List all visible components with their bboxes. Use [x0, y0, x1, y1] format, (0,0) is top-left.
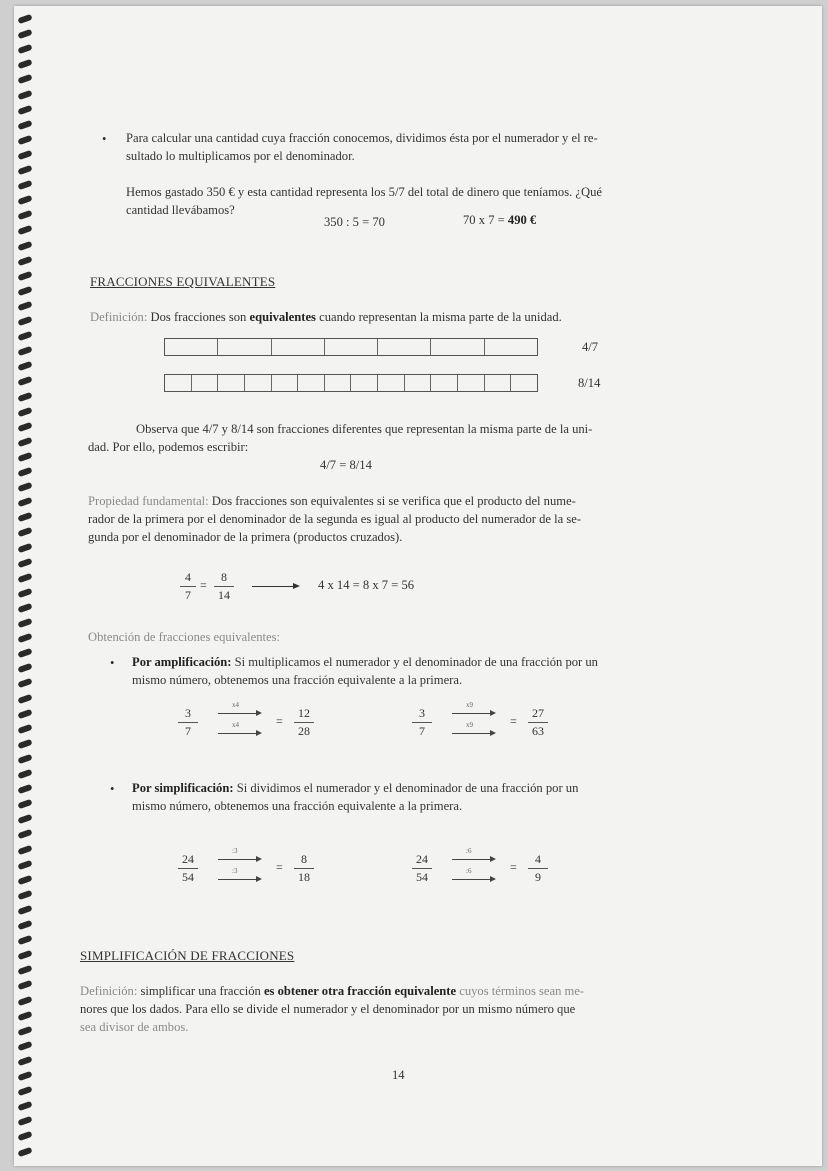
property-text-1: Dos fracciones son equivalentes si se verifica que el producto del nume-: [208, 494, 576, 508]
page-sheet: [14, 6, 822, 1166]
spiral-hole: [17, 829, 32, 839]
bar-cell: [378, 339, 431, 355]
spiral-hole: [17, 180, 32, 190]
numerator: 4: [528, 852, 548, 869]
source-fraction: [178, 852, 198, 885]
denominator: 9: [535, 870, 541, 884]
spiral-hole: [17, 799, 32, 809]
denominator: 18: [298, 870, 310, 884]
bar-cell: [325, 375, 352, 391]
cross-product-result: 4 x 14 = 8 x 7 = 56: [318, 578, 415, 592]
fraction-8-14: [214, 570, 234, 603]
spiral-hole: [17, 874, 32, 884]
section-title-simplification: SIMPLIFICACIÓN DE FRACCIONES: [80, 948, 295, 963]
spiral-hole: [17, 618, 32, 628]
bullet-dot: •: [102, 132, 107, 146]
spiral-hole: [17, 950, 32, 960]
spiral-hole: [17, 135, 32, 145]
bar-cell: [272, 339, 325, 355]
example-calc-2-result: 490 €: [507, 213, 537, 227]
example-calc-2-prefix: 70 x 7 =: [463, 213, 508, 227]
spiral-hole: [17, 255, 32, 265]
bar-cell: [218, 339, 271, 355]
spiral-hole: [17, 648, 32, 658]
spiral-hole: [17, 588, 32, 598]
bullet-line-2: sultado lo multiplicamos por el denominador.: [126, 149, 355, 163]
bar-cell: [405, 375, 432, 391]
property-line-2: rador de la primera por el denominador de la segunda es igual al producto del numerador de la se-: [88, 512, 582, 526]
spiral-hole: [17, 739, 32, 749]
definition-post: cuando representan la misma parte de la unidad.: [315, 310, 562, 324]
numerator: 8: [214, 570, 234, 587]
spiral-hole: [17, 89, 32, 99]
operation-label: :6: [466, 867, 472, 875]
denominator: 14: [218, 588, 230, 602]
amplification-example-1: [178, 701, 358, 746]
simplification-example-2: [412, 847, 592, 892]
bar-cell: [485, 375, 512, 391]
bullet-dot: •: [110, 782, 115, 796]
equals-sign: =: [276, 860, 283, 874]
property-line-1: [88, 492, 576, 510]
spiral-hole: [17, 165, 32, 175]
fraction-4-7: [180, 570, 196, 603]
denominator: 7: [419, 724, 425, 738]
operation-label: x4: [232, 721, 239, 729]
equals-sign: =: [510, 714, 517, 728]
bar-cell: [351, 375, 378, 391]
spiral-hole: [17, 452, 32, 462]
fraction-bar-label-1: 4/7: [582, 340, 599, 354]
result-fraction: [294, 706, 314, 739]
example-calc-1: 350 : 5 = 70: [324, 215, 385, 229]
spiral-hole: [17, 1086, 32, 1096]
source-fraction: [412, 852, 432, 885]
double-arrow-icon: [218, 701, 262, 740]
bullet-dot: •: [110, 656, 115, 670]
source-fraction: [412, 706, 432, 739]
spiral-hole: [17, 935, 32, 945]
example-line-1: Hemos gastado 350 € y esta cantidad representa los 5/7 del total de dinero que teníamos. ¿Qué: [126, 185, 602, 199]
fraction-bar-sevenths: [164, 338, 538, 356]
definition-bold: equivalentes: [249, 310, 316, 324]
denominator: 7: [185, 588, 191, 602]
spiral-hole: [17, 980, 32, 990]
spiral-hole: [17, 693, 32, 703]
bar-cell: [431, 339, 484, 355]
spiral-hole: [17, 1025, 32, 1035]
observe-line-1: Observa que 4/7 y 8/14 son fracciones diferentes que representan la misma parte de la uni-: [136, 422, 593, 436]
spiral-hole: [17, 225, 32, 235]
equality: 4/7 = 8/14: [320, 458, 372, 472]
spiral-hole: [17, 542, 32, 552]
obtaining-title: Obtención de fracciones equivalentes:: [88, 630, 280, 644]
spiral-hole: [17, 195, 32, 205]
operation-label: :3: [232, 847, 238, 855]
numerator: 24: [178, 852, 198, 869]
def-es: es obtener: [263, 984, 322, 998]
spiral-hole: [17, 346, 32, 356]
bar-cell: [378, 375, 405, 391]
bar-cell: [245, 375, 272, 391]
spiral-hole: [17, 633, 32, 643]
definition-label: Definición:: [80, 984, 138, 998]
spiral-hole: [17, 1041, 32, 1051]
spiral-hole: [17, 150, 32, 160]
spiral-hole: [17, 240, 32, 250]
bar-cell: [325, 339, 378, 355]
spiral-hole: [17, 1071, 32, 1081]
property-label: Propiedad fundamental:: [88, 494, 209, 508]
section-title-equivalent-fractions: FRACCIONES EQUIVALENTES: [90, 274, 276, 289]
simplification-def-line-2: nores que los dados. Para ello se divide el numerador y el denominador por un mismo número que: [80, 1002, 576, 1016]
spiral-hole: [17, 844, 32, 854]
spiral-hole: [17, 708, 32, 718]
spiral-binding: [14, 16, 36, 1166]
amplification-line-2: mismo número, obtenemos una fracción equivalente a la primera.: [132, 673, 463, 687]
bar-cell: [458, 375, 485, 391]
spiral-hole: [17, 301, 32, 311]
spiral-hole: [17, 391, 32, 401]
operation-label: x9: [466, 701, 473, 709]
spiral-hole: [17, 467, 32, 477]
bar-cell: [272, 375, 299, 391]
spiral-hole: [17, 210, 32, 220]
spiral-hole: [17, 1131, 32, 1141]
spiral-hole: [17, 104, 32, 114]
amplification-example-2: [412, 701, 592, 746]
spiral-hole: [17, 527, 32, 537]
spiral-hole: [17, 59, 32, 69]
spiral-hole: [17, 482, 32, 492]
spiral-hole: [17, 1101, 32, 1111]
spiral-hole: [17, 1056, 32, 1066]
spiral-hole: [17, 754, 32, 764]
spiral-hole: [17, 1116, 32, 1126]
source-fraction: [178, 706, 198, 739]
amplification-label: Por amplificación:: [132, 655, 232, 669]
spiral-hole: [17, 406, 32, 416]
bar-cell: [165, 339, 218, 355]
spiral-hole: [17, 859, 32, 869]
result-fraction: [528, 852, 548, 885]
equals-sign: =: [276, 714, 283, 728]
spiral-hole: [17, 331, 32, 341]
spiral-hole: [17, 286, 32, 296]
spiral-hole: [17, 512, 32, 522]
equals-sign: =: [510, 860, 517, 874]
spiral-hole: [17, 376, 32, 386]
result-fraction: [528, 706, 548, 739]
spiral-hole: [17, 1010, 32, 1020]
double-arrow-icon: [452, 847, 496, 886]
simplification-line-2: mismo número, obtenemos una fracción equivalente a la primera.: [132, 799, 463, 813]
numerator: 3: [178, 706, 198, 723]
def-bold: otra fracción equivalente: [321, 984, 457, 998]
double-arrow-icon: [218, 847, 262, 886]
simplification-example-1: [178, 847, 358, 892]
definition-label: Definición:: [90, 310, 148, 324]
amplification-text-1: Si multiplicamos el numerador y el denominador de una fracción por un: [231, 655, 598, 669]
definition-equivalent: [90, 308, 562, 326]
spiral-hole: [17, 572, 32, 582]
denominator: 28: [298, 724, 310, 738]
numerator: 4: [180, 570, 196, 587]
numerator: 3: [412, 706, 432, 723]
operation-label: :3: [232, 867, 238, 875]
bar-cell: [431, 375, 458, 391]
bar-cell: [511, 375, 537, 391]
denominator: 63: [532, 724, 544, 738]
bar-cell: [218, 375, 245, 391]
spiral-hole: [17, 814, 32, 824]
spiral-hole: [17, 965, 32, 975]
def-post: cuyos términos sean me-: [456, 984, 585, 998]
spiral-hole: [17, 421, 32, 431]
spiral-hole: [17, 920, 32, 930]
spiral-hole: [17, 14, 32, 24]
spiral-hole: [17, 44, 32, 54]
denominator: 54: [182, 870, 194, 884]
denominator: 54: [416, 870, 428, 884]
example-line-2: cantidad llevábamos?: [126, 203, 235, 217]
simplification-label: Por simplificación:: [132, 781, 234, 795]
spiral-hole: [17, 905, 32, 915]
bullet-line-1: Para calcular una cantidad cuya fracción conocemos, dividimos ésta por el numerador y el re-: [126, 131, 598, 145]
spiral-hole: [17, 995, 32, 1005]
spiral-hole: [17, 1146, 32, 1156]
spiral-hole: [17, 663, 32, 673]
bar-cell: [298, 375, 325, 391]
spiral-hole: [17, 74, 32, 84]
arrow-right-icon: [252, 583, 300, 591]
bar-cell: [192, 375, 219, 391]
example-calc-2: [463, 211, 536, 229]
definition-pre: Dos fracciones son: [147, 310, 250, 324]
result-fraction: [294, 852, 314, 885]
spiral-hole: [17, 361, 32, 371]
fraction-bar-fourteenths: [164, 374, 538, 392]
spiral-hole: [17, 270, 32, 280]
double-arrow-icon: [452, 701, 496, 740]
equals-sign: =: [200, 578, 207, 592]
operation-label: x4: [232, 701, 239, 709]
page-number: 14: [392, 1068, 405, 1082]
spiral-hole: [17, 890, 32, 900]
bar-cell: [165, 375, 192, 391]
numerator: 24: [412, 852, 432, 869]
simplification-line-1: [132, 779, 578, 797]
spiral-hole: [17, 769, 32, 779]
simplification-text-1: Si dividimos el numerador y el denominador de una fracción por un: [233, 781, 579, 795]
spiral-hole: [17, 119, 32, 129]
simplification-def-line-3: sea divisor de ambos.: [80, 1020, 189, 1034]
observe-line-2: dad. Por ello, podemos escribir:: [88, 440, 249, 454]
denominator: 7: [185, 724, 191, 738]
spiral-hole: [17, 678, 32, 688]
amplification-line-1: [132, 653, 598, 671]
spiral-hole: [17, 557, 32, 567]
spiral-hole: [17, 603, 32, 613]
spiral-hole: [17, 437, 32, 447]
spiral-hole: [17, 723, 32, 733]
numerator: 8: [294, 852, 314, 869]
operation-label: :6: [466, 847, 472, 855]
operation-label: x9: [466, 721, 473, 729]
spiral-hole: [17, 497, 32, 507]
bar-cell: [485, 339, 537, 355]
spiral-hole: [17, 316, 32, 326]
simplification-def-line-1: [80, 982, 584, 1000]
property-line-3: gunda por el denominador de la primera (productos cruzados).: [88, 530, 403, 544]
numerator: 12: [294, 706, 314, 723]
spiral-hole: [17, 784, 32, 794]
fraction-bar-label-2: 8/14: [578, 376, 601, 390]
spiral-hole: [17, 29, 32, 39]
def-pre: simplificar una fracción: [137, 984, 264, 998]
numerator: 27: [528, 706, 548, 723]
